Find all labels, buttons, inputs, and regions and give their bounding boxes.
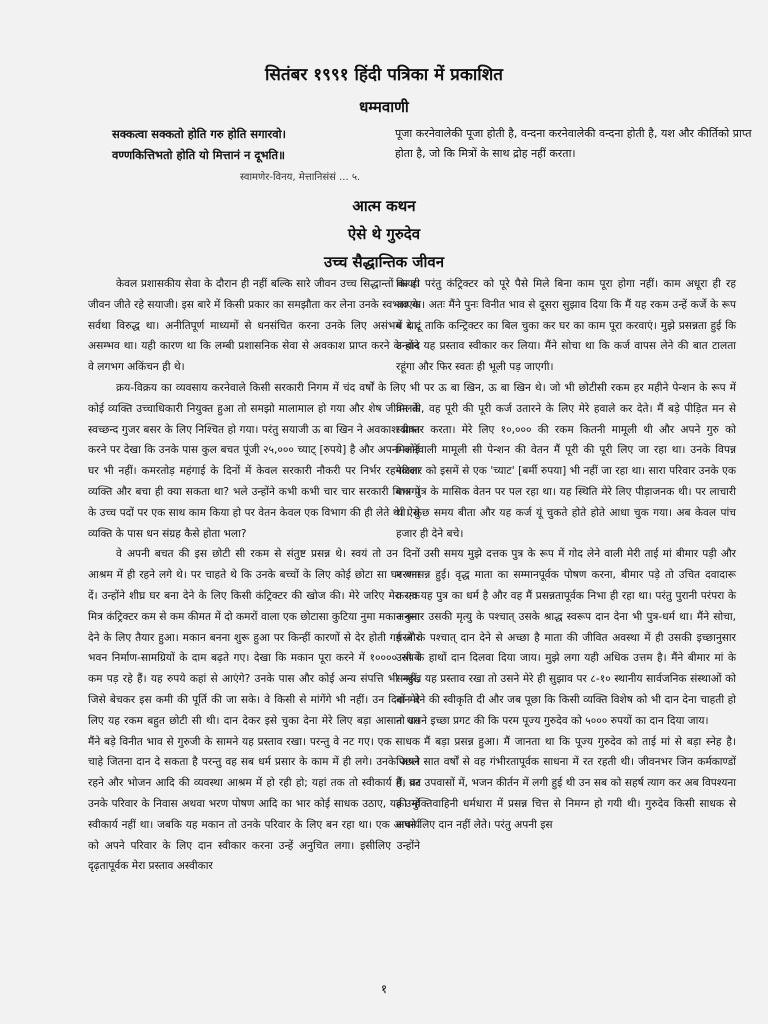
heading-subtitle: उच्च सैद्धान्तिक जीवन	[323, 253, 445, 271]
pali-verse	[112, 124, 412, 166]
right-column	[396, 274, 736, 836]
paragraph: उसी समय मुझे दत्तक पुत्र के रूप में गोद लेने वाली मेरी ताई मां बीमार पड़ी और मरणासन्न हुई। वृद्ध माता का सम्मानपूर्वक पोषण करना, बीमार पड़े तो उचित दवादारू करना यह पुत्र का धर्म है और वह मैं प्रसन्नतापूर्वक निभा ही रहा था। परंतु पुरानी परंपरा के अनुसार उसकी मृत्यु के पश्चात् उसके श्राद्ध स्वरूप दान देना भी पुत्र-धर्म था। मैंने सोचा, मरने के पश्चात् दान देने से अच्छा है माता की जीवित अवस्था में ही उसकी इच्छानुसार उसी के हाथों दान दिलवा दिया जाय। मुझे लगा यही अधिक उत्तम है। मैंने बीमार मां के सम्मुख यह प्रस्ताव रखा तो उसने मेरे ही सुझाव पर ८-१० स्थानीय सार्वजनिक संस्थाओं को दान देने की स्वीकृति दी और जब पूछा कि किसी व्यक्ति विशेष को भी दान देना चाहती हो तो उसने इच्छा प्रगट की कि परम पूज्य गुरुदेव को ५००० रुपयों का दान दिया जाय।	[396, 548, 736, 727]
heading-atma-kathan: आत्म कथन	[352, 197, 416, 215]
page-number: १	[380, 982, 388, 996]
left-column	[88, 274, 420, 877]
verse-line-1: सक्कत्वा सक्कतो होति गरु होति सगारवो।	[112, 127, 286, 141]
publication-line: सितंबर १९९१ हिंदी पत्रिका में प्रकाशित	[265, 65, 503, 85]
paragraph: क्रय-विक्रय का व्यवसाय करनेवाले किसी सरकारी निगम में चंद वर्षों के लिए भी कोई व्यक्ति उच्चाधिकारी नियुक्त हुआ तो समझो मालामाल हो गया और शेष जीवन के स्वच्छन्द गुजर बसर के लिए निश्चित हो गया। परंतु सयाजी ऊ बा खिन ने अवकाश प्राप्त करने पर देखा कि उनके पास कुल बचत पूंजी २५,००० च्याट् [रुपये] है और अपना कोई घर भी नहीं। कमरतोड़ महंगाई के दिनों में केवल सरकारी नौकरी पर निर्भर रहनेवाला व्यक्ति और बचा ही क्या सकता था? भले उन्होंने कभी कभी चार चार सरकारी विभागों के उच्च पदों पर एक साथ काम किया हो पर वेतन केवल एक विभाग की ही लेते थे। ऐसे व्यक्ति के पास धन संग्रह कैसे होता भला?	[88, 381, 420, 540]
paragraph: वे अपनी बचत की इस छोटी सी रकम से संतुष्ट प्रसन्न थे। स्वयं तो उन दिनों आश्रम में ही रहने लगे थे। पर चाहते थे कि उनके बच्चों के लिए कोई छोटा सा घर बना दें। उन्होंने शीघ्र घर बना देने के लिए किसी कंट्रिक्टर की खोज की। मेरे जरिए मेरा एक मित्र कंट्रिक्टर कम से कम कीमत में दो कमरों वाला एक छोटासा कुटिया नुमा मकान बना देने के लिए तैयार हुआ। मकान बनना शुरू हुआ पर किन्हीं कारणों से देर होती गई और भवन निर्माण-सामग्रियों के दाम बढ़ते गए। देखा कि मकान पूरा करने में १०००० रुपये कम पड़ रहे हैं। यह रुपये कहां से आएंगे? उनके पास और कोई अन्य संपत्ति भी नहीं, जिसे बेचकर इस कमी की पूर्ति की जा सके। वे किसी से मांगेंगे भी नहीं। उन दिनों मेरे लिए यह रकम बहुत छोटी सी थी। दान देकर इसे चुका देना मेरे लिए बड़ा आसान था। मैंने बड़े विनीत भाव से गुरुजी के सामने यह प्रस्ताव रखा। परन्तु वे नट गए। एक साधक चाहे जितना दान दे सकता है परन्तु वह सब धर्म प्रसार के काम में ही लगे। उनके अपने रहने और भोजन आदि की व्यवस्था आश्रम में हो रही हो; यहां तक तो स्वीकार्य है। पर उनके परिवार के निवास अथवा भरण पोषण आदि का भार कोई साधक उठाए, यह उन्हें स्वीकार्य नहीं था। जबकि यह मकान तो उनके परिवार के लिए बन रहा था। एक आचार्य को अपने परिवार के लिए दान स्वीकार करना उन्हें अनुचित लगा। इसीलिए उन्होंने दृढ़तापूर्वक मेरा प्रस्ताव अस्वीकार	[88, 548, 420, 873]
paragraph: पर ऊ बा खिन, ऊ बा खिन थे। जो भी छोटीसी रकम हर महीने पेन्शन के रूप में मिलती, वह पूरी की पूरी कर्ज उतारने के लिए मेरे हवाले कर देते। मैं बड़े पीड़ित मन से स्वीकार करता। मेरे लिए १०,००० की रकम कितनी मामूली थी और अपने गुरु को मिलनेवाली मामूली सी पेन्शन की वेतन मैं पूरी की पूरी लिए जा रहा था। उनके विपन्न परिवार को इसमें से एक 'च्याट' [बर्मी रुपया] भी नहीं जा रहा था। सारा परिवार उनके एक मात्र पुत्र के मासिक वेतन पर पल रहा था। यह स्थिति मेरे लिए पीड़ाजनक थी। पर लाचारी थी। कुछ समय बीता और यह कर्ज यूं चुकते होते होते आधा चुक गया। अब केवल पांच हजार ही देने बचे।	[396, 381, 736, 540]
heading-gurudev: ऐसे थे गुरुदेव	[347, 225, 421, 243]
verse-source: स्वामणेर-विनय, मेत्तानिसंसं ... ५.	[240, 172, 361, 183]
paragraph: केवल प्रशासकीय सेवा के दौरान ही नहीं बल्कि सारे जीवन उच्च सिद्धान्तों का ही जीवन जीते रहे सयाजी। इस बारे में किसी प्रकार का समझौता कर लेना उनके स्वभाव के सर्वथा विरुद्ध था। अनीतिपूर्ण माध्यमों से धनसंचित करना उनके लिए असंभव था, असम्भव था। यही कारण था कि लम्बी प्रशासनिक सेवा से अवकाश प्राप्त करने के बाद वे लगभग अकिंचन ही थे।	[88, 278, 420, 374]
paragraph-continued: किया। परंतु कंट्रिक्टर को पूरे पैसे मिले बिना काम पूरा होगा नहीं। काम अधूरा ही रह जाएगा। अतः मैंने पुनः विनीत भाव से दूसरा सुझाव दिया कि मैं यह रकम उन्हें कर्जे के रूप में दे दूं ताकि कन्ट्रिक्टर का बिल चुका कर घर का काम पूरा करवाएं। मुझे प्रसन्नता हुई कि उन्होंने यह प्रस्ताव स्वीकार कर लिया। मैंने सोचा था कि कर्ज वापस लेने की बात टालता रहूंगा और फिर स्वतः ही भूली पड़ जाएगी।	[396, 278, 736, 374]
section-title: धम्मवाणी	[359, 98, 409, 116]
verse-meaning: पूजा करनेवालेकी पूजा होती है, वन्दना करनेवालेकी वन्दना होती है, यश और कीर्तिको प्राप्त होता है, जो कि मित्रों के साथ द्रोह नहीं करता।	[395, 127, 752, 160]
paragraph: मैं बड़ा प्रसन्न हुआ। मैं जानता था कि पूज्य गुरुदेव को ताई मां से बड़ा स्नेह है। पिछले सात वर्षों से वह गंभीरतापूर्वक साधना में रत रहती थी। जीवनभर जिन कर्मकाण्डों में, व्रत उपवासों में, भजन कीर्तन में लगी हुई थी उन सब को सहर्ष त्याग कर अब विपश्यना की मुक्तिवाहिनी धर्मधारा में प्रसन्न चित्त से निमग्न हो गयी थी। गुरुदेव किसी साधक से अपने लिए दान नहीं लेते। परंतु अपनी इस	[396, 735, 736, 831]
verse-line-2: वण्णकित्तिभतो होति यो मित्तानं न दूभति॥	[112, 148, 285, 162]
